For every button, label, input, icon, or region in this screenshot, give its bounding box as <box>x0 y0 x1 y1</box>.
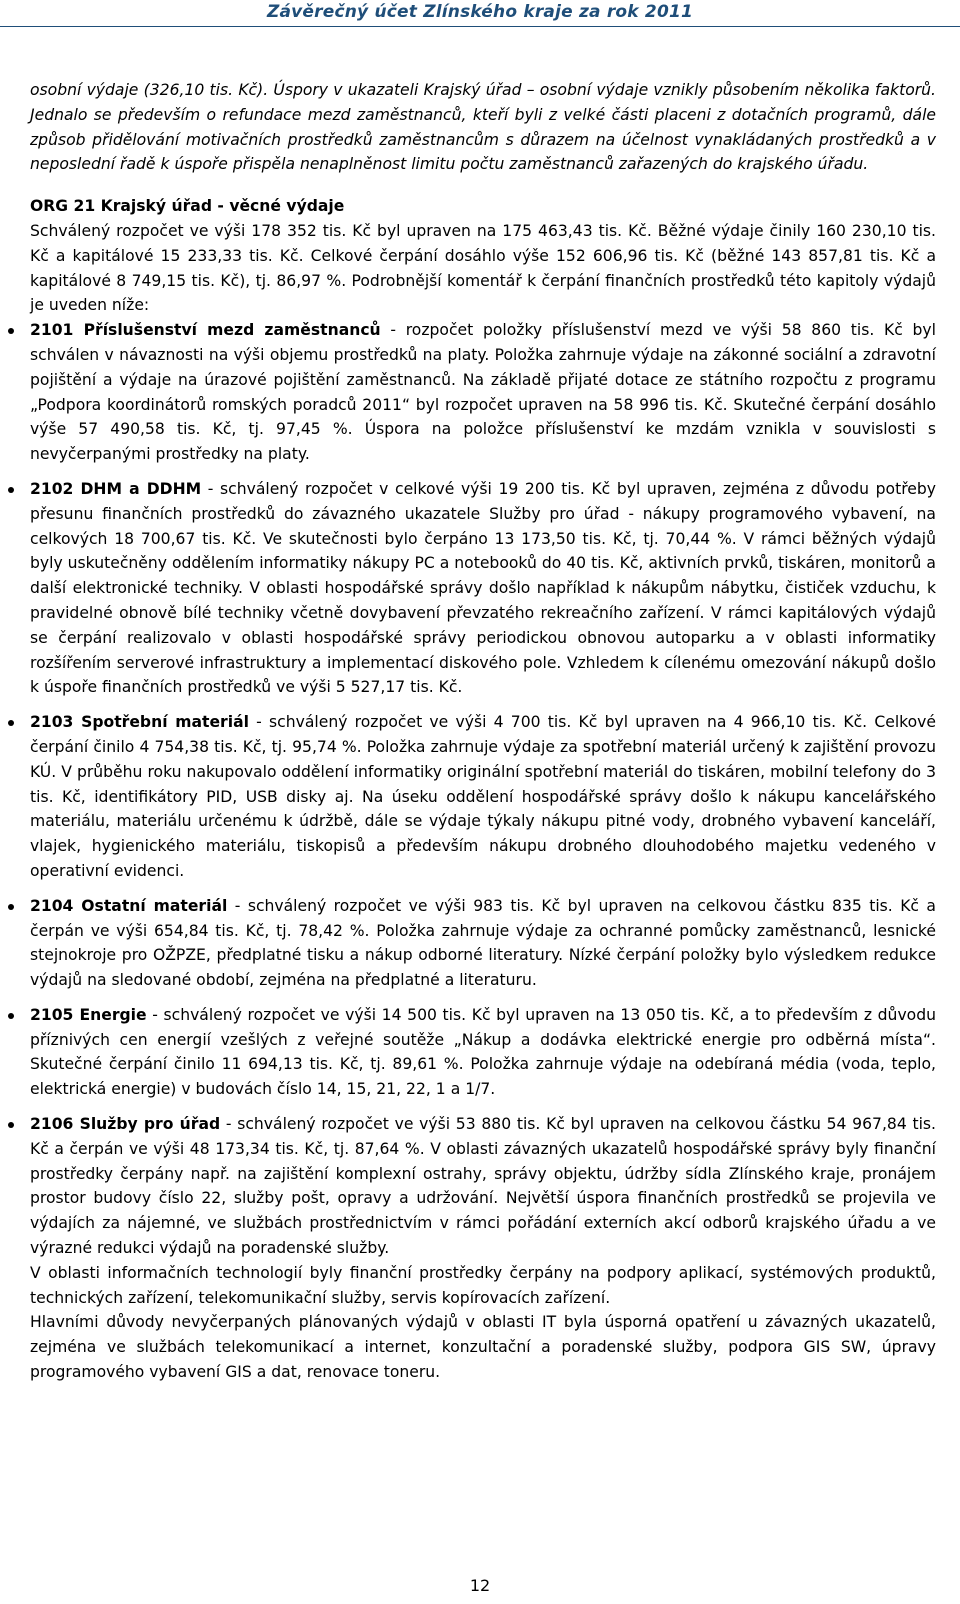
section-paragraph: Schválený rozpočet ve výši 178 352 tis. Kč byl upraven na 175 463,43 tis. Kč. Běžné výdaje činily 160 230,10 tis. Kč a kapitálové 15 233,33 tis. Kč. Celkové čerpání dosáhlo výše 152 606,96 tis. Kč (běžné 143 857,81 tis. Kč a kapitálové 8 749,15 tis. Kč), tj. 86,97 %. Podrobnější komentář k čerpání finančních prostředků této kapitoly výdajů je uveden níže: <box>30 221 936 315</box>
header-divider <box>0 26 960 27</box>
list-item <box>30 318 936 467</box>
item-title: 2104 Ostatní materiál <box>30 896 228 915</box>
item-title: 2102 DHM a DDHM <box>30 479 202 498</box>
item-text: - schválený rozpočet ve výši 53 880 tis. Kč byl upraven na celkovou částku 54 967,84 tis. Kč a čerpán ve výši 48 173,34 tis. Kč, tj. 87,64 %. V oblasti závazných ukazatelů hospodářské správy byly finanční prostředky čerpány např. na zajištění komplexní ostrahy, správy objektu, údržby sídla Zlínského kraje, pronájem prostor budovy číslo 22, služby pošt, opravy a udržování. Největší úspora finančních prostředků se projevila ve výdajích za nájemné, ve službách prostřednictvím v rámci pořádání externích akcí odborů krajského úřadu a ve výrazné redukci výdajů na poradenské služby. <box>30 1115 937 1258</box>
document-body <box>30 78 936 1395</box>
list-item <box>30 894 936 993</box>
item-title: 2103 Spotřební materiál <box>30 713 249 732</box>
page-number: 12 <box>469 1576 491 1595</box>
list-item <box>30 1112 936 1385</box>
page-header-title: Závěrečný účet Zlínského kraje za rok 2011 <box>266 2 694 22</box>
intro-paragraph: osobní výdaje (326,10 tis. Kč). Úspory v ukazateli Krajský úřad – osobní výdaje vznikly působením několika faktorů. Jednalo se především o refundace mezd zaměstnanců, kteří byli z velké části placeni z dotačních programů, dále způsob přidělování motivačních prostředků zaměstnancům s důrazem na účelnost vynakládaných prostředků a v neposlední řadě k úspoře přispěla nenaplněnost limitu počtu zaměstnanců zařazených do krajského úřadu. <box>30 81 936 174</box>
item-extra-paragraph: Hlavními důvody nevyčerpaných plánovaných výdajů v oblasti IT byla úsporná opatření u závazných ukazatelů, zejména ve službách telekomunikací a internet, konzultační a poradenské služby, podpora GIS SW, úpravy programového vybavení GIS a dat, renovace toneru. <box>30 1313 936 1382</box>
budget-item-list <box>30 318 936 1385</box>
bullet-icon <box>8 720 14 726</box>
bullet-icon <box>8 328 14 334</box>
section-heading: ORG 21 Krajský úřad - věcné výdaje <box>30 197 345 216</box>
bullet-icon <box>8 904 14 910</box>
item-title: 2105 Energie <box>30 1005 147 1024</box>
item-extra-paragraph: V oblasti informačních technologií byly finanční prostředky čerpány na podpory aplikací, systémových produktů, technických zařízení, telekomunikační služby, servis kopírovacích zařízení. <box>30 1263 936 1307</box>
bullet-icon <box>8 1122 14 1128</box>
item-text: - rozpočet položky příslušenství mezd ve výši 58 860 tis. Kč byl schválen v návaznosti na výši objemu prostředků na platy. Položka zahrnuje výdaje na zákonné sociální a zdravotní pojištění a výdaje na úrazové pojištění zaměstnanců. Na základě přijaté dotace ze státního rozpočtu z programu „Podpora koordinátorů romských poradců 2011“ byl rozpočet upraven na 58 996 tis. Kč. Skutečné čerpání dosáhlo výše 57 490,58 tis. Kč, tj. 97,45 %. Úspora na položce příslušenství ke mzdám vznikla v souvislosti s nevyčerpanými prostředky na platy. <box>30 321 936 464</box>
bullet-icon <box>8 1013 14 1019</box>
item-text: - schválený rozpočet ve výši 4 700 tis. Kč byl upraven na 4 966,10 tis. Kč. Celkové čerpání činilo 4 754,38 tis. Kč, tj. 95,74 %. Položka zahrnuje výdaje za spotřební materiál určený k zajištění provozu KÚ. V průběhu roku nakupovalo oddělení informatiky originální spotřební materiál do tiskáren, mobilní telefony do 3 tis. Kč, identifikátory PID, USB disky aj. Na úseku oddělení hospodářské správy došlo k nákupu kancelářského materiálu, materiálu určenému k údržbě, dále se výdaje týkaly nákupu pitné vody, drobného vybavení kanceláří, vlajek, hygienického materiálu, tiskopisů a především nákupu drobného dlouhodobého majetku vedeného v operativní evidenci. <box>30 713 936 880</box>
list-item <box>30 710 936 884</box>
item-title: 2106 Služby pro úřad <box>30 1115 221 1134</box>
bullet-icon <box>8 487 14 493</box>
item-text: - schválený rozpočet ve výši 14 500 tis. Kč byl upraven na 13 050 tis. Kč, a to především z důvodu příznivých cen energií vzešlých z veřejné soutěže „Nákup a dodávka elektrické energie pro odběrná místa“. Skutečné čerpání činilo 11 694,13 tis. Kč, tj. 89,61 %. Položka zahrnuje výdaje na odebíraná média (voda, teplo, elektrická energie) v budovách číslo 14, 15, 21, 22, 1 a 1/7. <box>30 1005 936 1099</box>
list-item <box>30 1003 936 1102</box>
item-title: 2101 Příslušenství mezd zaměstnanců <box>30 321 381 340</box>
list-item <box>30 477 936 700</box>
item-text: - schválený rozpočet ve výši 983 tis. Kč byl upraven na celkovou částku 835 tis. Kč a čerpán ve výši 654,84 tis. Kč, tj. 78,42 %. Položka zahrnuje výdaje za ochranné pomůcky zaměstnanců, lesnické stejnokroje pro OŽPZE, předplatné tisku a nákup odborné literatury. Nízké čerpání položky bylo výsledkem redukce výdajů na sledované období, zejména na předplatné a literaturu. <box>30 896 936 990</box>
item-text: - schválený rozpočet v celkové výši 19 200 tis. Kč byl upraven, zejména z důvodu potřeby přesunu finančních prostředků do závazného ukazatele Služby pro úřad - nákupy programového vybavení, na celkových 18 700,67 tis. Kč. Ve skutečnosti bylo čerpáno 13 173,50 tis. Kč, tj. 70,44 %. V rámci běžných výdajů byly uskutečněny oddělením informatiky nákupy PC a notebooků do 40 tis. Kč, aktivních prvků, tiskáren, monitorů a další elektronické techniky. V oblasti hospodářské správy došlo například k nákupům nábytku, čističek vzduchu, k pravidelné obnově bílé techniky včetně dovybavení převzatého rekreačního zařízení. V rámci kapitálových výdajů se čerpání realizovalo v oblasti hospodářské správy periodickou obnovou autoparku a v oblasti informatiky rozšířením serverové infrastruktury a implementací diskového pole. Vzhledem k cílenému omezování nákupů došlo k úspoře finančních prostředků ve výši 5 527,17 tis. Kč. <box>30 479 936 697</box>
